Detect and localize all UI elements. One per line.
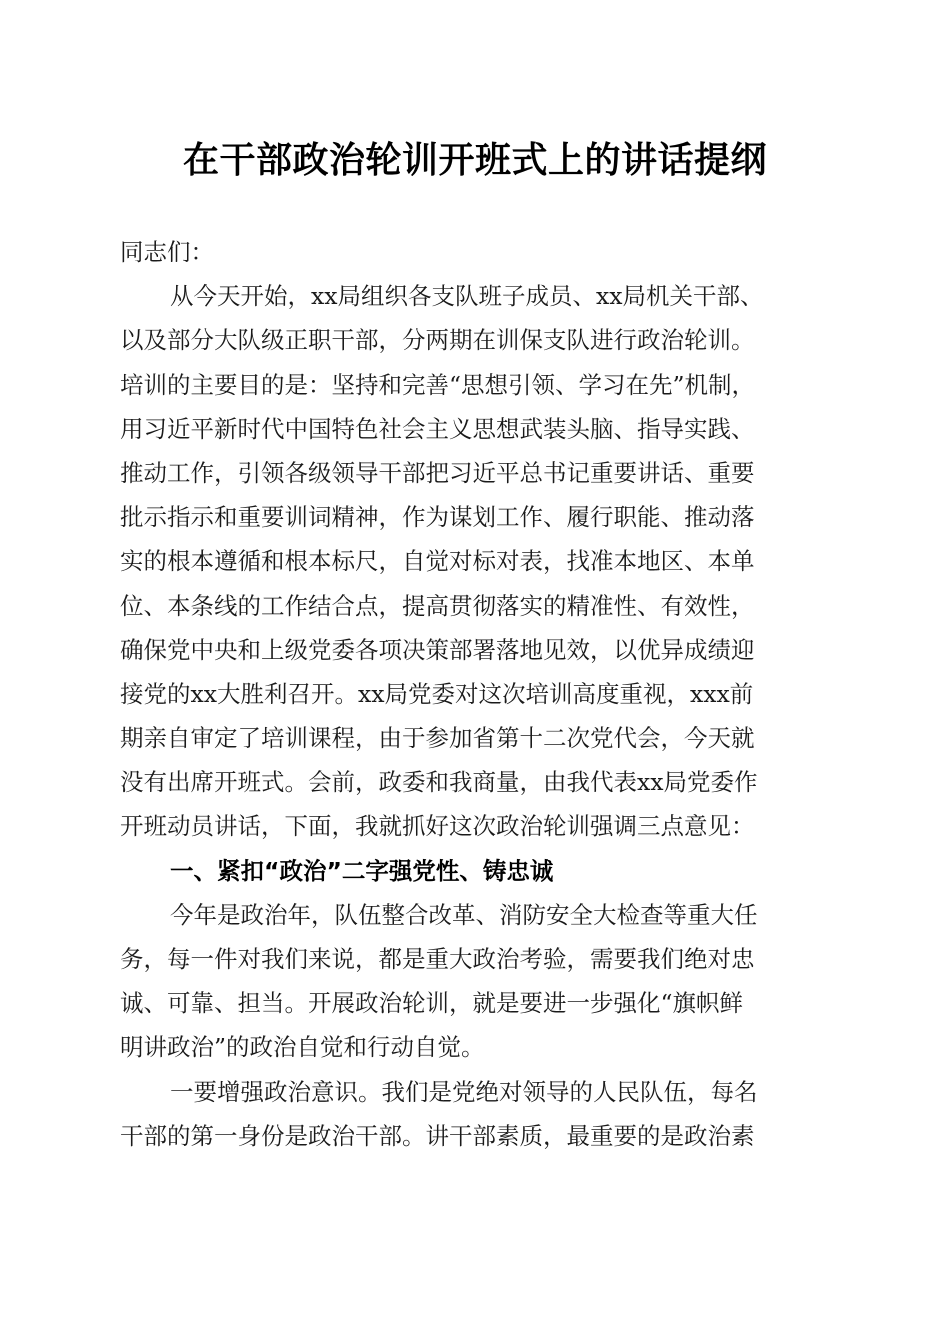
paragraph-line: 接党的xx大胜利召开。xx局党委对这次培训高度重视，xxx前: [120, 679, 754, 708]
paragraph-line: 诚、可靠、担当。开展政治轮训，就是要进一步强化“旗帜鲜: [120, 989, 744, 1018]
paragraph-line: 批示指示和重要训词精神，作为谋划工作、履行职能、推动落: [120, 503, 755, 532]
paragraph-line: 从今天开始，xx局组织各支队班子成员、xx局机关干部、: [170, 282, 764, 311]
paragraph-line: 确保党中央和上级党委各项决策部署落地见效，以优异成绩迎: [120, 635, 755, 664]
paragraph-line: 用习近平新时代中国特色社会主义思想武装头脑、指导实践、: [120, 414, 755, 443]
paragraph-line: 期亲自审定了培训课程，由于参加省第十二次党代会，今天就: [120, 724, 755, 753]
paragraph-line: 务，每一件对我们来说，都是重大政治考验，需要我们绝对忠: [120, 945, 755, 973]
paragraph-line: 位、本条线的工作结合点，提高贯彻落实的精准性、有效性，: [120, 591, 755, 620]
section-heading: 一、紧扣“政治”二字强党性、铸忠诚: [170, 856, 554, 885]
paragraph-line: 干部的第一身份是政治干部。讲干部素质，最重要的是政治素: [120, 1121, 755, 1150]
salutation: 同志们：: [120, 238, 214, 266]
paragraph-line: 以及部分大队级正职干部，分两期在训保支队进行政治轮训。: [120, 326, 755, 355]
paragraph-line: 一要增强政治意识。我们是党绝对领导的人民队伍，每名: [170, 1077, 758, 1106]
paragraph-line: 没有出席开班式。会前，政委和我商量，由我代表xx局党委作: [120, 768, 758, 797]
paragraph-line: 开班动员讲话，下面，我就抓好这次政治轮训强调三点意见：: [120, 812, 755, 841]
paragraph-line: 明讲政治”的政治自觉和行动自觉。: [120, 1033, 485, 1062]
paragraph-line: 推动工作，引领各级领导干部把习近平总书记重要讲话、重要: [120, 458, 755, 487]
paragraph-line: 实的根本遵循和根本标尺，自觉对标对表，找准本地区、本单: [120, 547, 755, 576]
paragraph-line: 今年是政治年，队伍整合改革、消防安全大检查等重大任: [170, 900, 758, 929]
document-body: [120, 230, 832, 1158]
paragraph-line: 培训的主要目的是：坚持和完善“思想引领、学习在先”机制，: [120, 370, 756, 399]
document-title: 在干部政治轮训开班式上的讲话提纲: [182, 139, 767, 181]
